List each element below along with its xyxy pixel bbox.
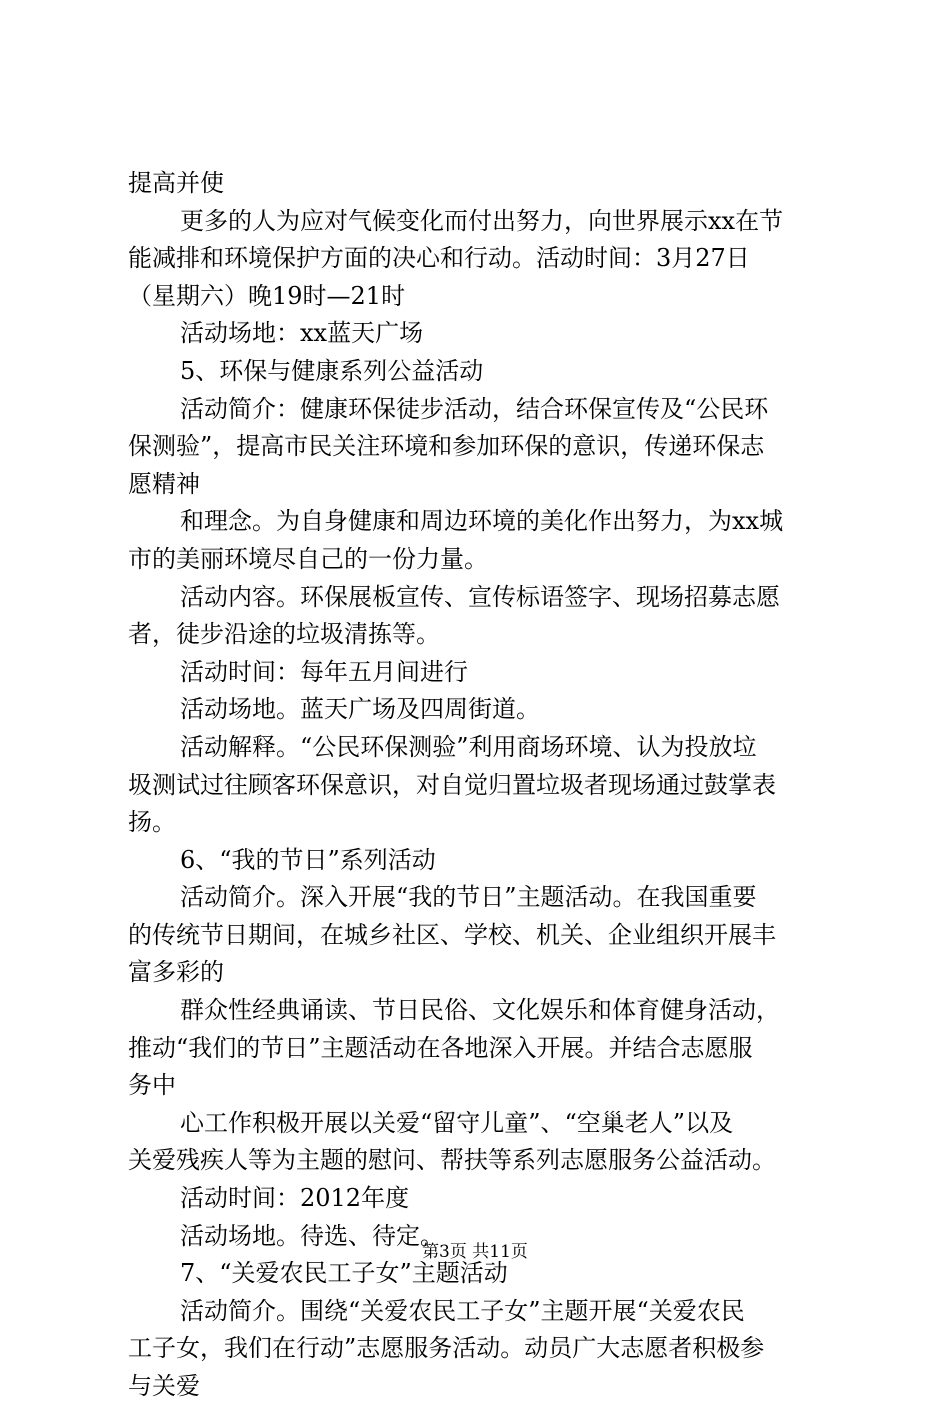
text-line: 活动内容。环保展板宣传、宣传标语签字、现场招募志愿 <box>180 582 780 611</box>
text-line: 群众性经典诵读、节日民俗、文化娱乐和体育健身活动， <box>180 996 780 1025</box>
text-line: （星期六）晚19时—21时 <box>128 281 406 310</box>
text-line: 活动简介：健康环保徒步活动，结合环保宣传及“公民环 <box>180 394 769 423</box>
text-line: 的传统节日期间，在城乡社区、学校、机关、企业组织开展丰 <box>128 920 776 949</box>
text-line: 6、“我的节日”系列活动 <box>180 845 436 874</box>
text-line: 工子女，我们在行动”志愿服务活动。动员广大志愿者积极参 <box>128 1334 765 1363</box>
text-line: 市的美丽环境尽自己的一份力量。 <box>128 544 488 573</box>
text-line: 活动场地：xx蓝天广场 <box>180 319 424 348</box>
page-footer: 第3页 共11页 <box>422 1242 528 1262</box>
text-line: 活动场地。待选、待定。 <box>180 1221 444 1250</box>
text-line: 关爱残疾人等为主题的慰问、帮扶等系列志愿服务公益活动。 <box>128 1146 776 1175</box>
text-line: 活动解释。“公民环保测验”利用商场环境、认为投放垃 <box>180 732 757 761</box>
text-line: 者，徒步沿途的垃圾清拣等。 <box>128 620 440 649</box>
document-body <box>128 165 836 1406</box>
text-line: 活动简介。深入开展“我的节日”主题活动。在我国重要 <box>180 883 757 912</box>
text-line: 愿精神 <box>128 469 200 498</box>
text-line: 务中 <box>128 1071 176 1100</box>
text-line: 更多的人为应对气候变化而付出努力，向世界展示xx在节 <box>180 206 784 235</box>
text-line: 7、“关爱农民工子女”主题活动 <box>180 1259 508 1288</box>
text-line: 活动时间：每年五月间进行 <box>180 657 468 686</box>
text-line: 保测验”，提高市民关注环境和参加环保的意识，传递环保志 <box>128 432 765 461</box>
text-line: 5、环保与健康系列公益活动 <box>180 356 484 385</box>
text-line: 活动简介。围绕“关爱农民工子女”主题开展“关爱农民 <box>180 1296 745 1325</box>
text-line: 和理念。为自身健康和周边环境的美化作出努力，为xx城 <box>180 507 784 536</box>
text-line: 活动时间：2012年度 <box>180 1184 410 1213</box>
text-line: 心工作积极开展以关爱“留守儿童”、“空巢老人”以及 <box>180 1108 734 1137</box>
text-line: 能减排和环境保护方面的决心和行动。活动时间：3月27日 <box>128 244 750 273</box>
text-line: 推动“我们的节日”主题活动在各地深入开展。并结合志愿服 <box>128 1033 753 1062</box>
text-line: 富多彩的 <box>128 958 224 987</box>
text-line: 与关爱 <box>128 1372 200 1400</box>
text-line: 圾测试过往顾客环保意识，对自觉归置垃圾者现场通过鼓掌表 <box>128 770 776 799</box>
text-line: 活动场地。蓝天广场及四周街道。 <box>180 695 540 724</box>
text-line: 扬。 <box>128 808 176 837</box>
text-line: 提高并使 <box>128 169 224 197</box>
